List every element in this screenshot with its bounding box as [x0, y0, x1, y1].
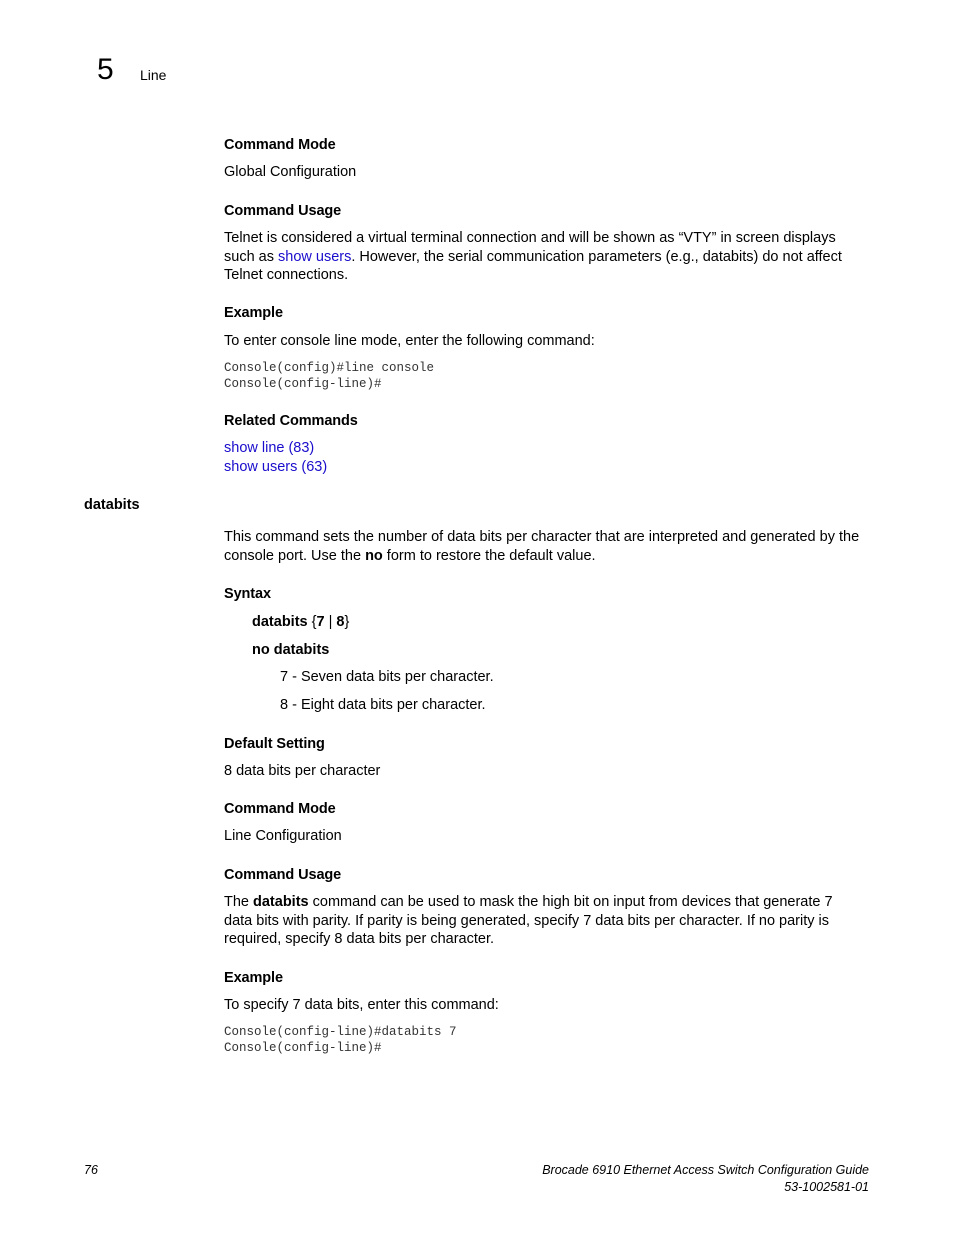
databits-command-usage-text — [224, 893, 864, 949]
command-usage-paragraph — [224, 229, 864, 285]
syntax-open-brace: { — [307, 614, 317, 630]
related-commands-heading: Related Commands — [224, 413, 358, 429]
usage-text-1: The — [224, 894, 254, 910]
chapter-number: 5 — [97, 53, 114, 86]
command-usage-text-1: Telnet is considered a virtual terminal connection and will be shown as “VTY” in screen displays such as — [224, 230, 836, 265]
param-7: 7 - Seven data bits per character. — [280, 669, 494, 685]
syntax-close-brace: } — [344, 614, 350, 630]
syntax-no-databits: no databits — [252, 642, 330, 658]
related-link-show-line[interactable]: show line (83) — [224, 440, 315, 456]
command-mode-text: Global Configuration — [224, 164, 357, 180]
databits-example-heading: Example — [224, 970, 283, 986]
databits-command-usage-heading: Command Usage — [224, 867, 342, 883]
databits-intro-no: no — [365, 547, 383, 564]
doc-number: 53-1002581-01 — [784, 1180, 869, 1194]
usage-bold-databits: databits — [253, 894, 309, 910]
databits-intro-text-2: form to restore the default value. — [382, 547, 596, 564]
syntax-line-1 — [252, 613, 892, 632]
syntax-separator: | — [324, 614, 337, 630]
usage-text-2: command can be used to mask the high bit on input from devices that generate 7 data bits with parity. If parity is being generated, specify 7 data bits per character. If no parity is required, specify 8 data bits per character. — [224, 894, 833, 948]
chapter-title: Line — [140, 67, 167, 83]
param-8: 8 - Eight data bits per character. — [280, 697, 486, 713]
command-usage-heading: Command Usage — [224, 203, 342, 219]
section-title-databits: databits — [84, 497, 140, 513]
databits-code-line-1: Console(config-line)#databits 7 — [224, 1025, 457, 1039]
databits-intro — [224, 528, 864, 565]
command-usage-text-2: . However, the serial communication parameters (e.g., databits) do not affect Telnet connections. — [224, 248, 842, 284]
example-text: To enter console line mode, enter the following command: — [224, 333, 595, 349]
page-number: 76 — [84, 1163, 98, 1177]
guide-title: Brocade 6910 Ethernet Access Switch Configuration Guide — [542, 1163, 869, 1177]
example-code-line-2: Console(config-line)# — [224, 377, 382, 391]
syntax-option-7: 7 — [316, 614, 325, 630]
syntax-cmd: databits — [252, 614, 308, 630]
databits-example-text: To specify 7 data bits, enter this command: — [224, 997, 499, 1013]
default-setting-text: 8 data bits per character — [224, 763, 381, 779]
databits-intro-text-1: This command sets the number of data bits per character that are interpreted and generated by the console port. Use the — [224, 529, 860, 564]
syntax-heading: Syntax — [224, 586, 271, 602]
example-heading: Example — [224, 305, 283, 321]
databits-command-mode-text: Line Configuration — [224, 828, 342, 844]
databits-code-line-2: Console(config-line)# — [224, 1041, 382, 1055]
databits-command-mode-heading: Command Mode — [224, 801, 336, 817]
command-mode-heading: Command Mode — [224, 137, 336, 153]
default-setting-heading: Default Setting — [224, 736, 325, 752]
related-link-show-users[interactable]: show users (63) — [224, 459, 328, 475]
show-users-link[interactable]: show users — [278, 248, 352, 265]
example-code-line-1: Console(config)#line console — [224, 361, 435, 375]
syntax-option-8: 8 — [336, 614, 345, 630]
